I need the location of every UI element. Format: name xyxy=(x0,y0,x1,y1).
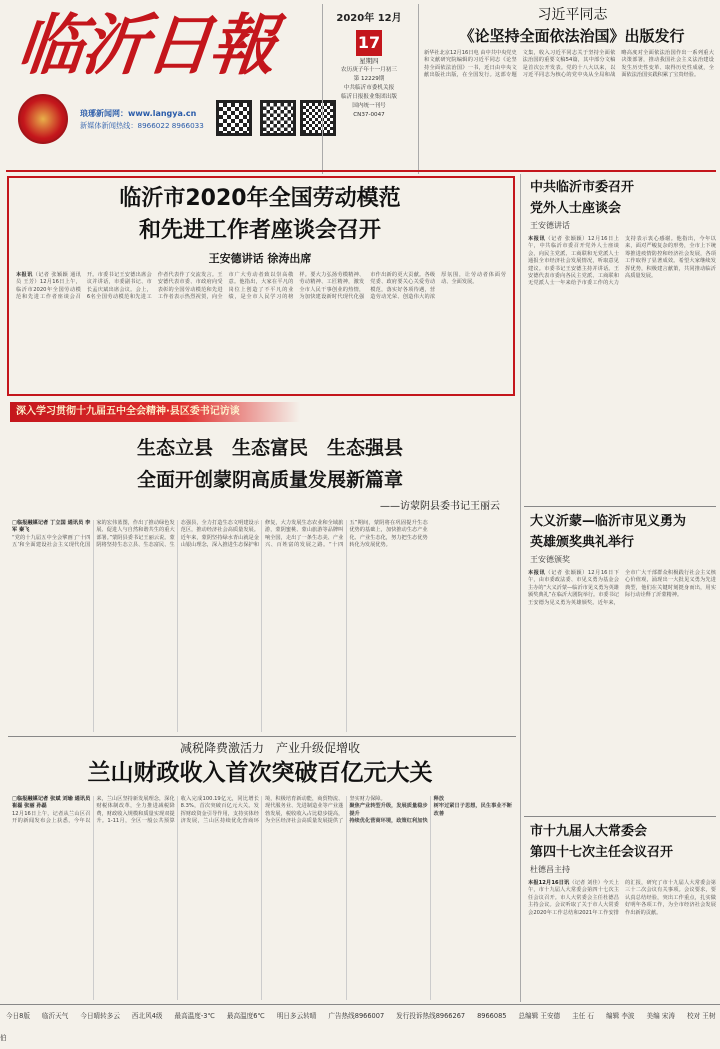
main-story-headline[interactable]: 临沂市2020年全国劳动模范 xyxy=(119,186,401,211)
footer-item: 美编 宋涛 xyxy=(646,1012,675,1020)
masthead-hotline: 新媒体新闻热线：8966022 8966033 xyxy=(80,121,204,130)
date-day: 17 xyxy=(356,30,382,56)
main-story-subhead: 王安德讲话 徐涛出席 xyxy=(208,252,312,265)
story3-kicker: 减税降费激活力 产业升级促增收 xyxy=(179,741,360,755)
story2-body xyxy=(12,520,512,732)
story2-text: “党的十九届五中全会擘画了‘十四五’和全面建设社会主义现代化国家的宏伟蓝图，作出了推动绿色发展、促进人与自然和谐共生的重大部署。”蒙阴县委书记王丽云说。蒙阴将坚持生态立县、生态富民、生态强县，全力打造生态文明建设示范区，推动经济社会高质量发展。近年来，蒙阴坚持绿水青山就是金山银山理念，深入推进生态保护和修复，大力发展生态农业和全域旅游，蒙阴蜜桃、蒙山旅游等品牌叫响全国，走出了一条生态美、产业兴、百姓富的发展之路。“十四五”期间，蒙阴将在巩固提升生态优势的基础上，加快推动生态产业化、产业生态化，努力把生态优势转化为发展优势。 xyxy=(12,520,428,549)
footer-item: 编辑 李波 xyxy=(606,1012,635,1020)
story3-text: 12月16日上午，记者从兰山区召开的新闻发布会上获悉，今年以来，兰山区坚持新发展理念，深化财税体制改革，全力推进减税降费，财政收入规模和质量实现双提升。1-11月，全区一般公共预算收入完成100.19亿元，同比增长8.3%，首次突破百亿元大关。发挥财政资金引导作用，支持实体经济发展，兰山区持续优化营商环境，积极培育新动能，商贸物流、现代服务业、先进制造业等产业蓬勃发展，税收收入占比稳步提高，为全区经济社会高质量发展提供了坚实财力保障。 xyxy=(12,796,386,825)
footer-item: 最高温度-3℃ xyxy=(174,1012,215,1020)
right-story1-text: （记者 张颖颖）12月16日上午，中共临沂市委召开党外人士座谈会，向民主党派、工商联和无党派人士通报全市经济社会发展情况，听取意见建议。市委书记王安德主持并讲话。王安德代表市委向各民主党派、工商联和无党派人士一年来给予市委工作的大力支持表示衷心感谢。他指出，今年以来，面对严峻复杂的形势，全市上下统筹推进疫情防控和经济社会发展，各项工作取得了显著成效。希望大家继续发挥优势，积极建言献策，共同推动临沂高质量发展。 xyxy=(528,236,716,287)
date-lunar: 农历庚子年十一月初三 xyxy=(341,67,397,73)
date-box xyxy=(322,6,416,174)
section-banner-text[interactable]: 深入学习贯彻十九届五中全会精神·县区委书记访谈 xyxy=(16,406,240,417)
story3-section-title: 树牢过紧日子思想，民生事业不断改善 xyxy=(433,803,512,817)
right-story1-byline: 本报讯 xyxy=(528,236,546,242)
story3-headline[interactable]: 兰山财政收入首次突破百亿元大关 xyxy=(87,760,433,786)
footer-item: 发行投诉热线8966267 xyxy=(396,1012,466,1020)
footer-item: 主任 石 xyxy=(572,1012,595,1020)
publisher-line: 中共临沂市委机关报 xyxy=(343,85,395,91)
right-story3-headline[interactable]: 第四十七次主任会议召开 xyxy=(530,845,674,860)
right-story1-headline[interactable]: 中共临沂市委召开 xyxy=(530,180,635,195)
cn-code-label: 国内统一刊号 xyxy=(352,103,386,109)
cn-code-number: CN37-0047 xyxy=(353,112,385,118)
right-story3-body xyxy=(528,880,716,1000)
qr-code-icon xyxy=(260,100,296,136)
story3-body xyxy=(12,796,512,1000)
right-story2-headline[interactable]: 大义沂蒙—临沂市见义勇为 xyxy=(530,514,687,529)
story3-section-title: 持续优化营商环境，政策红利加快释放 xyxy=(349,796,445,825)
right-story1-body xyxy=(528,236,716,500)
footer-item: 8966085 xyxy=(477,1012,507,1020)
masthead-site[interactable]: 琅琊新闻网：www.langya.cn xyxy=(80,109,197,118)
footer-item: 今日8版 xyxy=(6,1012,30,1020)
right-story2-text: （记者 张颖颖）12月16日下午，由市委政法委、市见义勇为基金会主办的“大义沂蒙—临沂市见义勇为英雄颁奖典礼”在临沂大剧院举行。市委书记王安德为见义勇为英雄颁奖。近年来，全市广大干部群众积极践行社会主义核心价值观，涌现出一大批见义勇为先进典型，他们在关键时刻挺身而出，用实际行动诠释了沂蒙精神。 xyxy=(528,570,716,606)
story3-byline: □临报融媒记者 张斌 刘瑜 通讯员 崔磊 张丽 孙磊 xyxy=(12,796,91,810)
footer-item: 临沂天气 xyxy=(41,1012,69,1020)
right-story1-headline[interactable]: 党外人士座谈会 xyxy=(530,201,622,216)
top-story-body: 新华社北京12月16日电 由中共中央党史和文献研究院编辑的习近平同志《论坚持全面依法治国》一书，近日由中央文献出版社出版，在全国发行。这部专题文集，收入习近平同志关于坚持全面依法治国的重要文稿54篇，其中部分文稿是首次公开发表。党的十八大以来，以习近平同志为核心的党中央从全局和战略高度对全面依法治国作出一系列重大决策部署，推动我国社会主义法治建设发生历史性变革、取得历史性成就，全面依法治国实践积累了宝贵经验。 xyxy=(424,50,714,79)
newspaper-seal-icon xyxy=(18,94,68,144)
right-story2-byline: 本报讯 xyxy=(528,570,546,576)
right-story2-headline[interactable]: 英雄颁奖典礼举行 xyxy=(530,535,635,550)
top-story-title[interactable]: 习近平同志 xyxy=(537,7,608,23)
masthead-title: 临沂日報 xyxy=(13,6,279,84)
right-story2-body xyxy=(528,570,716,810)
date-year-month: 2020年 12月 xyxy=(336,13,402,24)
footer-item: 广告热线8966007 xyxy=(328,1012,385,1020)
main-story-body xyxy=(16,272,506,390)
date-weekday: 星期四 xyxy=(359,57,379,65)
story2-headline[interactable]: 全面开创蒙阴高质量发展新篇章 xyxy=(136,469,403,491)
publisher-line: 临沂日报报业集团出版 xyxy=(341,94,397,100)
footer-item: 西北风4级 xyxy=(131,1012,163,1020)
right-story3-headline[interactable]: 市十九届人大常委会 xyxy=(530,824,648,839)
right-story1-subhead: 王安德讲话 xyxy=(530,221,570,230)
top-story-headline[interactable]: 《论坚持全面依法治国》出版发行 xyxy=(459,27,685,45)
main-story-headline[interactable]: 和先进工作者座谈会召开 xyxy=(138,218,381,243)
story2-headline[interactable]: 生态立县 生态富民 生态强县 xyxy=(136,437,403,459)
right-story3-text: （记者 刘佳）今天上午，市十九届人大常委会第四十七次主任会议召开。市人大常委会主任杜德昌主持会议。会议听取了关于市人大常委会2020年工作总结和2021年工作安排的汇报，研究了市十九届人大常委会第三十二次会议有关事项。会议要求，要认真总结经验，突出工作重点，扎实做好明年各项工作，为全市经济社会发展作出新的贡献。 xyxy=(528,880,716,916)
footer-item: 今日晴转多云 xyxy=(80,1012,120,1020)
footer-item: 明日多云转晴 xyxy=(276,1012,317,1020)
story3-section-title: 聚焦产业转型升级，发展质量稳步提升 xyxy=(349,803,428,817)
footer-item: 校对 王树伯 xyxy=(0,1012,716,1042)
story2-subhead: ——访蒙阴县委书记王丽云 xyxy=(380,501,500,512)
footer-item: 总编辑 王安德 xyxy=(518,1012,561,1020)
story2-byline: □临报融媒记者 丁立国 通讯员 李军 秦飞 xyxy=(12,520,91,534)
main-story-byline: 本报讯 xyxy=(16,272,33,278)
right-story3-subhead: 杜德昌主持 xyxy=(530,865,570,874)
footer-bar xyxy=(0,1004,720,1042)
issue-number: 第 12229期 xyxy=(353,76,385,82)
main-story-text: （记者 张颖颖 通讯员 王芳）12月16日上午，临沂市2020年全国劳动模范和先进工作者座谈会召开。市委书记王安德出席会议并讲话，市委副书记、市长孟庆斌出席会议。会上，6名全国劳动模范和先进工作者代表作了交流发言。王安德代表市委、市政府向受表彰的全国劳动模范和先进工作者表示热烈祝贺，向全市广大劳动者致以崇高敬意。他指出，大家在平凡的岗位上创造了不平凡的业绩，是全市人民学习的榜样。要大力弘扬劳模精神、劳动精神、工匠精神，激发全市人民干事创业的热情，为加快建设新时代现代化强市作出新的更大贡献。各级党委、政府要关心关爱劳动模范，落实好各项待遇，营造劳动光荣、创造伟大的浓厚氛围，让劳动者体面劳动、全面发展。 xyxy=(16,272,506,301)
qr-code-icon xyxy=(216,100,252,136)
footer-item: 最高温度6℃ xyxy=(226,1012,265,1020)
right-story3-byline: 本报12月16日讯 xyxy=(528,880,570,886)
right-story2-subhead: 王安德颁奖 xyxy=(530,555,570,564)
